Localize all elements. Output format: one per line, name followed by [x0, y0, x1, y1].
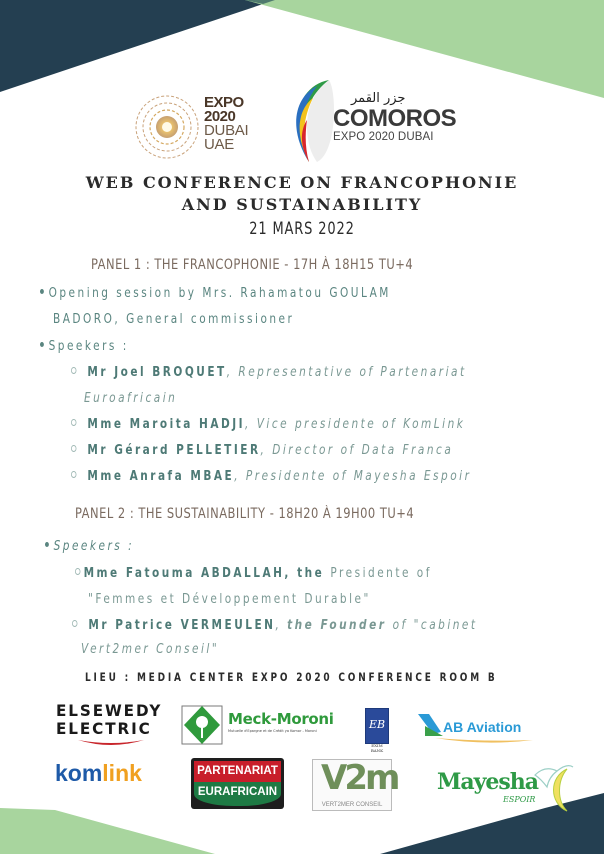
bullet-icon	[40, 342, 44, 347]
panel2-speaker-1: Mme Fatouma ABDALLAH, the Presidente of	[75, 565, 432, 581]
title-line2: AND SUSTAINABILITY	[181, 195, 423, 214]
bullet-icon	[40, 289, 44, 294]
meck-moroni-logo: Meck-Moroni Mutuelle d'Epargne et de Crédit ya Komor - Moroni	[180, 700, 340, 746]
opening-session-line2: BADORO, General commissioner	[53, 311, 295, 327]
panel2-speaker-2-cont: Vert2mer Conseil"	[81, 641, 220, 657]
circle-bullet-icon	[75, 568, 80, 575]
circle-bullet-icon	[71, 471, 76, 478]
event-date: 21 MARS 2022	[249, 219, 355, 239]
expo-sun-emblem-icon	[134, 93, 200, 161]
expo-line4: UAE	[204, 136, 234, 153]
expo-2020-logo	[134, 93, 264, 161]
partenariat-eurafricain-logo: PARTENARIAT EURAFRICAIN	[191, 758, 284, 809]
panel1-speaker-4: Mme Anrafa MBAE, Presidente of Mayesha Espoir	[71, 468, 471, 484]
top-left-navy-shape	[0, 0, 275, 92]
elsewedy-swoosh-icon	[56, 738, 166, 748]
expo-line2: 2020	[204, 108, 236, 125]
circle-bullet-icon	[72, 620, 77, 627]
title-line1: WEB CONFERENCE ON FRANCOPHONIE	[85, 173, 519, 192]
expo-line1: EXPO	[204, 94, 244, 111]
mayesha-espoir-logo: Mayesha ESPOIR	[437, 757, 577, 813]
panel1-speaker-1: Mr Joel BROQUET, Representative of Partenariat	[71, 364, 467, 380]
elsewedy-electric-logo: ELSEWEDY ELECTRIC	[56, 702, 166, 750]
comoros-arabic: جزر القمر	[351, 91, 406, 106]
circle-bullet-icon	[71, 445, 76, 452]
vert2mer-conseil-logo: V2m VERT2MER CONSEIL	[312, 759, 392, 811]
mayesha-dove-crescent-icon	[527, 757, 577, 813]
panel1-speaker-2: Mme Maroita HADJI, Vice presidente of KomLink	[71, 416, 465, 432]
meck-emblem-icon	[180, 700, 224, 746]
ab-aviation-logo: AB Aviation	[415, 712, 535, 746]
panel1-speaker-3: Mr Gérard PELLETIER, Director of Data Franca	[71, 442, 453, 458]
comoros-sub: EXPO 2020 DUBAI	[333, 131, 434, 143]
comoros-crescent-icon	[287, 76, 335, 166]
exim-bank-logo: EB EXIM BANK	[365, 708, 389, 744]
panel2-speakers-label: Speekers :	[45, 538, 134, 554]
comoros-expo-logo	[287, 76, 457, 166]
expo-line3: DUBAI	[204, 122, 249, 139]
circle-bullet-icon	[71, 367, 76, 374]
panel2-heading: PANEL 2 : THE SUSTAINABILITY - 18H20 À 19H00 TU+4	[75, 506, 415, 522]
komlink-logo: komlink	[55, 760, 142, 786]
panel2-speaker-2: Mr Patrice VERMEULEN, the Founder of "cabinet	[72, 617, 478, 633]
panel1-speaker-1-cont: Euroafricain	[84, 390, 178, 406]
venue: LIEU : MEDIA CENTER EXPO 2020 CONFERENCE ROOM B	[85, 670, 498, 684]
bullet-icon	[45, 542, 49, 547]
bottom-left-green-shape	[0, 808, 215, 854]
panel2-speaker-1-cont: "Femmes et Développement Durable"	[88, 591, 371, 607]
panel1-speakers-label: Speekers :	[40, 338, 129, 354]
panel1-heading: PANEL 1 : THE FRANCOPHONIE - 17H À 18H15 TU+4	[91, 257, 414, 273]
opening-session-line1: Opening session by Mrs. Rahamatou GOULAM	[40, 285, 391, 301]
comoros-name: COMOROS	[333, 105, 457, 132]
circle-bullet-icon	[71, 419, 76, 426]
